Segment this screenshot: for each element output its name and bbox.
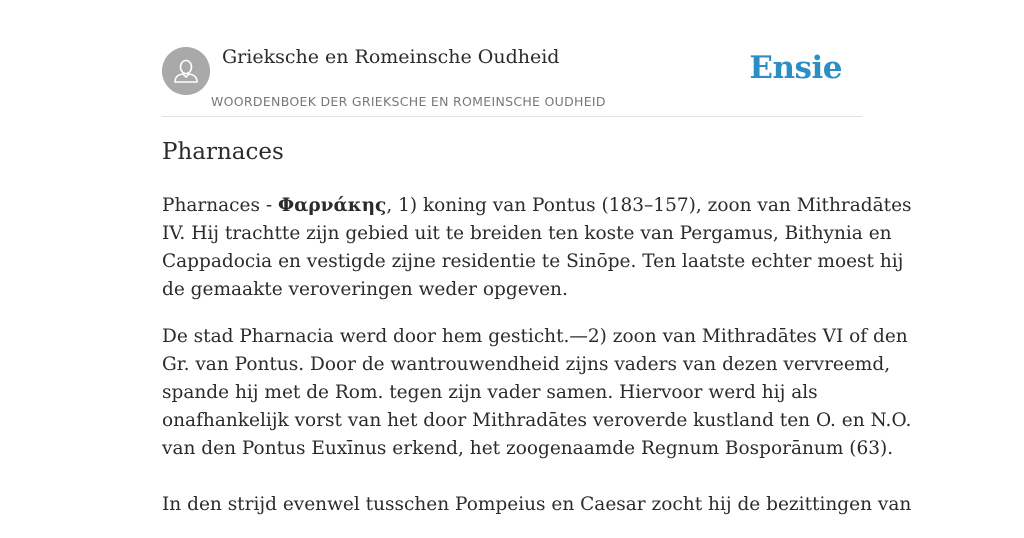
headword: Pharnaces -: [162, 195, 273, 216]
paragraph-1-line-4: de gemaakte veroveringen weder opgeven.: [162, 279, 568, 300]
paragraph-3-line-1: In den strijd evenwel tusschen Pompeius en Caesar zocht hij de bezittingen van: [162, 494, 912, 515]
paragraph-1-line-3: Cappadocia en vestigde zijne residentie te Sinōpe. Ten laatste echter moest hij: [162, 251, 904, 272]
dictionary-title-link[interactable]: Grieksche en Romeinsche Oudheid: [222, 46, 560, 68]
page-title: Pharnaces: [162, 139, 284, 165]
greek-term: Φαρνάκης: [278, 195, 387, 216]
paragraph-2-line-1: De stad Pharnacia werd door hem gesticht.—2) zoon van Mithradātes VI of den: [162, 326, 908, 347]
paragraph-2-line-2: Gr. van Pontus. Door de wantrouwendheid zijns vaders van dezen vervreemd,: [162, 354, 891, 375]
paragraph-2-line-3: spande hij met de Rom. tegen zijn vader samen. Hiervoor werd hij als: [162, 382, 818, 403]
paragraph-1-line-1: , 1) koning van Pontus (183–157), zoon van Mithradātes: [386, 195, 912, 216]
dictionary-subtitle: WOORDENBOEK DER GRIEKSCHE EN ROMEINSCHE OUDHEID: [211, 94, 606, 109]
paragraph-3: [162, 491, 912, 519]
user-silhouette-icon[interactable]: [162, 47, 210, 95]
paragraph-2: [162, 323, 912, 463]
paragraph-1: [162, 192, 912, 304]
article-body: [162, 192, 912, 538]
ensie-logo[interactable]: Ensie: [749, 50, 842, 86]
paragraph-2-line-4: onafhankelijk vorst van het door Mithradātes veroverde kustland ten O. en N.O.: [162, 410, 912, 431]
paragraph-1-line-2: IV. Hij trachtte zijn gebied uit te breiden ten koste van Pergamus, Bithynia en: [162, 223, 892, 244]
paragraph-2-line-5: van den Pontus Euxīnus erkend, het zoogenaamde Regnum Bosporānum (63).: [162, 438, 894, 459]
dictionary-header: [162, 44, 862, 117]
